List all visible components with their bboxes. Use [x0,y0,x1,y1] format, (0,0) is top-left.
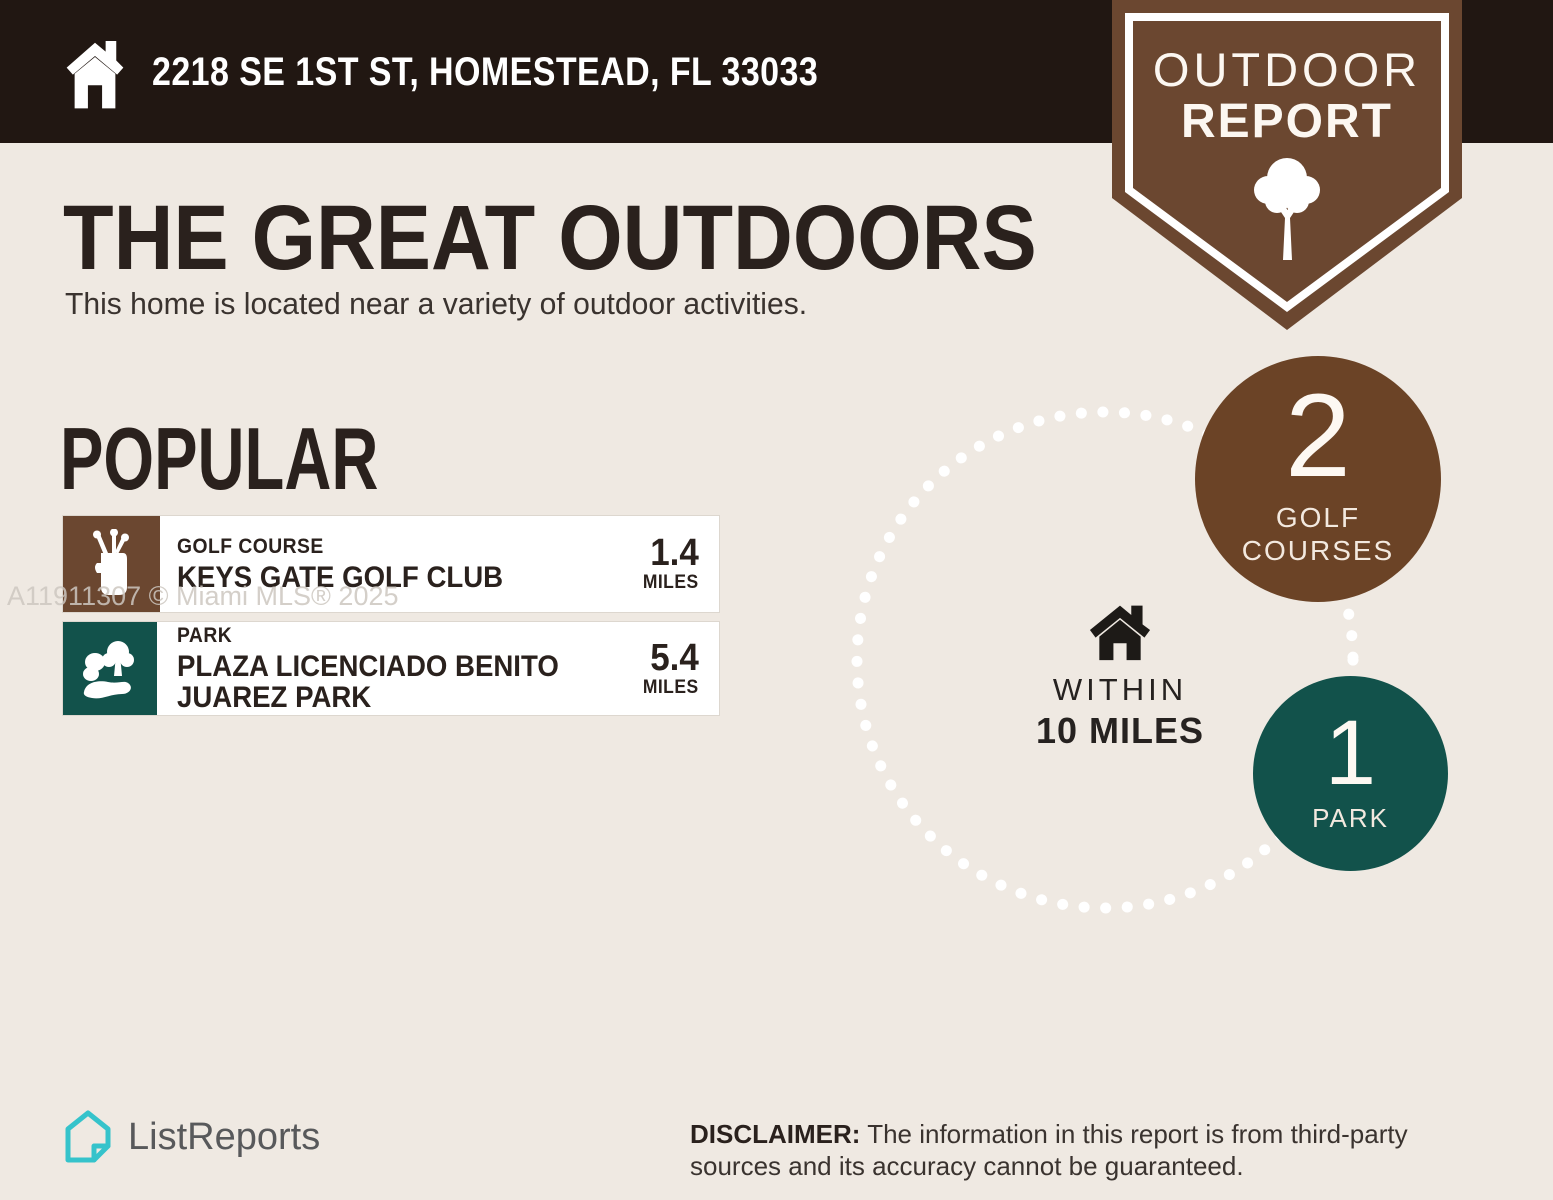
park-icon-tile [63,622,157,715]
property-address: 2218 SE 1ST ST, HOMESTEAD, FL 33033 [152,50,819,94]
home-icon [1087,600,1153,662]
mls-watermark: A11911307 © Miami MLS® 2025 [7,581,399,611]
listreports-house-icon [62,1108,114,1166]
disclaimer-text: DISCLAIMER: The information in this report is from third-party sources and its accuracy cannot be guaranteed. [690,1119,1408,1181]
park-count: 1 [1324,701,1377,804]
item-category: GOLF COURSE [177,535,324,558]
ribbon-title-line1: OUTDOOR [1152,43,1422,96]
distance-value: 5.4 [650,636,699,679]
list-item-park [62,621,720,716]
distance-unit: MILES [643,572,699,593]
park-label: PARK [1312,802,1389,833]
stat-circle-park [1253,676,1448,871]
tree-icon [1242,152,1332,264]
item-category: PARK [177,624,233,647]
park-trees-icon [78,636,142,702]
stat-circle-golf-courses [1195,356,1441,602]
popular-section-heading: POPULAR [60,409,379,508]
brand-name: ListReports [128,1115,321,1158]
disclaimer-label: DISCLAIMER: [690,1119,861,1149]
ribbon-title-line2: REPORT [1180,95,1393,148]
item-distance [579,622,699,715]
item-distance [579,516,699,612]
outdoor-report-ribbon [1112,0,1462,334]
within-radius-label [1010,600,1230,752]
home-icon [64,32,126,112]
within-text: WITHIN [1052,672,1188,707]
golf-course-count: 2 [1285,370,1351,502]
item-name: KEYS GATE GOLF CLUB [177,561,504,594]
golf-course-label: GOLF COURSES [1241,502,1395,566]
item-name: PLAZA LICENCIADO BENITO JUAREZ PARK [177,650,559,714]
listreports-logo [62,1108,320,1166]
distance-value: 1.4 [650,532,699,574]
page-title: THE GREAT OUTDOORS [63,187,1037,289]
distance-unit: MILES [643,676,699,698]
within-distance-text: 10 MILES [1035,710,1205,751]
page-subtitle: This home is located near a variety of outdoor activities. [65,286,808,321]
